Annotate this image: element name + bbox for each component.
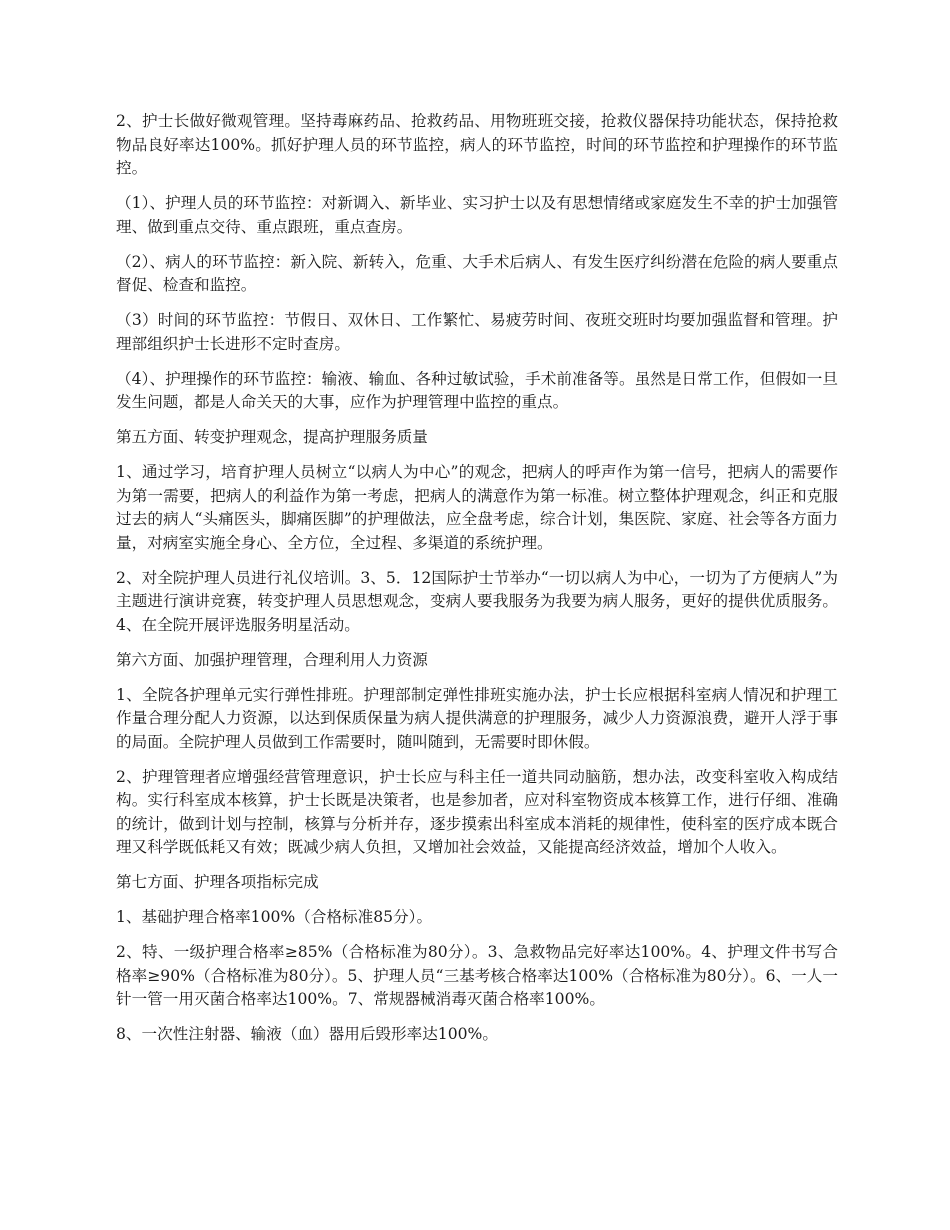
paragraph-patient-centered: 1、通过学习，培育护理人员树立“以病人为中心”的观念，把病人的呼声作为第一信号，把病人的需要作为第一需要，把病人的利益作为第一考虑，把病人的满意作为第一标准。树立整体护理观念，纠正和克服过去的病人“头痛医头，脚痛医脚”的护理做法，应全盘考虑，综合计划，集医院、家庭、社会等各方面力量，对病室实施全身心、全方位，全过程、多渠道的系统护理。 (116, 463, 838, 552)
paragraph-basic-nursing-rate: 1、基础护理合格率100%（合格标准85分）。 (116, 908, 433, 926)
paragraph-flexible-scheduling: 1、全院各护理单元实行弹性排班。护理部制定弹性排班实施办法，护士长应根据科室病人情况和护理工作量合理分配人力资源，以达到保质保量为病人提供满意的护理服务，减少人力资源浪费，避开人浮于事的局面。全院护理人员做到工作需要时，随叫随到，无需要时即休假。 (116, 685, 838, 751)
section-heading-seven: 第七方面、护理各项指标完成 (116, 873, 319, 891)
paragraph-staff-monitoring: （1）、护理人员的环节监控：对新调入、新毕业、实习护士以及有思想情绪或家庭发生不幸的护士加强管理、做到重点交待、重点跟班，重点查房。 (116, 194, 838, 236)
paragraph-operation-monitoring: （4）、护理操作的环节监控：输液、输血、各种过敏试验，手术前准备等。虽然是日常工作，但假如一旦发生问题，都是人命关天的大事，应作为护理管理中监控的重点。 (116, 369, 838, 411)
section-heading-five: 第五方面、转变护理观念，提高护理服务质量 (116, 428, 428, 446)
document-body (116, 110, 838, 1058)
paragraph-indicator-rates: 2、特、一级护理合格率≥85%（合格标准为80分）。3、急救物品完好率达100%。4、护理文件书写合格率≥90%（合格标准为80分）。5、护理人员“三基考核合格率达100%（合格标准为80分）。6、一人一针一管一用灭菌合格率达100%。7、常规器械消毒灭菌合格率100%。 (116, 943, 838, 1008)
section-heading-six: 第六方面、加强护理管理，合理利用人力资源 (116, 650, 428, 669)
paragraph-etiquette-training: 2、对全院护理人员进行礼仪培训。3、5．12国际护士节举办“一切以病人为中心，一切为了方便病人”为主题进行演讲竞赛，转变护理人员思想观念，变病人要我服务为我要为病人服务，更好的提供优质服务。4、在全院开展评选服务明星活动。 (116, 568, 838, 634)
paragraph-patient-monitoring: （2）、病人的环节监控：新入院、新转入，危重、大手术后病人、有发生医疗纠纷潜在危险的病人要重点督促、检查和监控。 (116, 252, 838, 294)
paragraph-head-nurse-micro-management: 2、护士长做好微观管理。坚持毒麻药品、抢救药品、用物班班交接，抢救仪器保持功能状态，保持抢救物品良好率达100%。抓好护理人员的环节监控，病人的环节监控，时间的环节监控和护理操作的环节监控。 (116, 112, 838, 177)
paragraph-time-monitoring: （3）时间的环节监控：节假日、双休日、工作繁忙、易疲劳时间、夜班交班时均要加强监督和管理。护理部组织护士长进形不定时查房。 (116, 311, 839, 353)
paragraph-cost-accounting: 2、护理管理者应增强经营管理意识，护士长应与科主任一道共同动脑筋，想办法，改变科室收入构成结构。实行科室成本核算，护士长既是决策者，也是参加者，应对科室物资成本核算工作，进行仔细、准确的统计，做到计划与控制，核算与分析并存，逐步摸索出科室成本消耗的规律性，使科室的医疗成本既合理又科学既低耗又有效；既减少病人负担，又增加社会效益，又能提高经济效益，增加个人收入。 (116, 767, 838, 856)
paragraph-disposable-syringe-rate: 8、一次性注射器、输液（血）器用后毁形率达100%。 (116, 1025, 498, 1043)
